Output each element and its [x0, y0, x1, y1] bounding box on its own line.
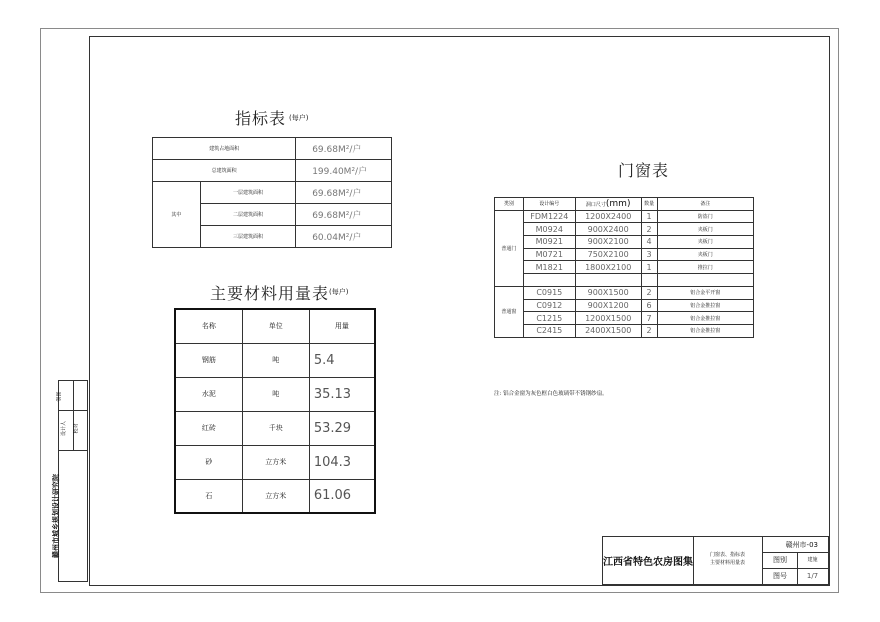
index-group-label: 其中: [153, 182, 201, 248]
index-value: 60.04M²/户: [296, 226, 392, 248]
code-cell: FDM1224: [523, 210, 575, 223]
table-row: [495, 210, 754, 223]
size-cell: 1200X1500: [575, 312, 641, 325]
remark-cell: [657, 274, 753, 287]
material-unit: 吨: [242, 377, 309, 411]
column-header: 名称: [175, 309, 242, 343]
remark-cell: 夹板门: [657, 236, 753, 249]
remark-cell: 铝合金推拉窗: [657, 299, 753, 312]
table-row: [495, 248, 754, 261]
door-window-table: [494, 197, 754, 338]
material-name: 红砖: [175, 411, 242, 445]
sidebar-label-a: 制图: [56, 391, 63, 402]
category-cell: 普通门: [495, 210, 524, 286]
remark-cell: 夹板门: [657, 248, 753, 261]
table-row: [495, 261, 754, 274]
index-value: 69.68M²/户: [296, 182, 392, 204]
table-row: [153, 182, 392, 204]
index-value: 69.68M²/户: [296, 204, 392, 226]
remark-cell: 夹板门: [657, 223, 753, 236]
category-value: 建施: [807, 557, 818, 563]
index-sub-label: 三层建筑面积: [200, 226, 295, 248]
table-row: [175, 343, 375, 377]
material-unit: 立方米: [242, 479, 309, 513]
remark-cell: 铝合金推拉窗: [657, 324, 753, 337]
count-cell: 4: [641, 236, 657, 249]
index-table-title: 指标表: [235, 109, 287, 128]
size-cell: [575, 274, 641, 287]
index-sub-label: 一层建筑面积: [200, 182, 295, 204]
materials-table: [174, 308, 376, 514]
code-cell: M0921: [523, 236, 575, 249]
code-cell: M0924: [523, 223, 575, 236]
column-header: 备注: [657, 198, 753, 211]
code-cell: M1821: [523, 261, 575, 274]
material-name: 水泥: [175, 377, 242, 411]
category-label: 图别: [763, 553, 798, 568]
drawing-name-line-2: 主要材料用量表: [709, 560, 745, 566]
title-block: [602, 536, 829, 585]
code-cell: C0912: [523, 299, 575, 312]
material-unit: 千块: [242, 411, 309, 445]
table-row: [495, 312, 754, 325]
sidebar-cell-org: [52, 451, 87, 581]
count-cell: 7: [641, 312, 657, 325]
code-cell: C0915: [523, 286, 575, 299]
atlas-name: 江西省特色农房图集: [603, 537, 694, 584]
table-row: [153, 138, 392, 160]
column-header: 用量: [309, 309, 375, 343]
table-row: [175, 377, 375, 411]
table-row: [495, 324, 754, 337]
index-label: 建筑占地面积: [153, 138, 296, 160]
sidebar-label-c: 校对: [73, 423, 80, 434]
table-row: [175, 445, 375, 479]
index-value: 69.68M²/户: [296, 138, 392, 160]
number-label: 图号: [763, 569, 798, 584]
count-cell: 6: [641, 299, 657, 312]
size-cell: 2400X1500: [575, 324, 641, 337]
table-row: [495, 299, 754, 312]
size-cell: 1200X2400: [575, 210, 641, 223]
remark-cell: 推拉门: [657, 261, 753, 274]
table-row: [153, 160, 392, 182]
table-row: [495, 236, 754, 249]
number-row: [763, 569, 828, 584]
door-window-table-title: 门窗表: [618, 161, 670, 180]
material-qty: 61.06: [309, 479, 375, 513]
column-header: 数量: [641, 198, 657, 211]
material-unit: 吨: [242, 343, 309, 377]
count-cell: [641, 274, 657, 287]
table-row: [175, 411, 375, 445]
sidebar-org-name: 赣州市城乡规划设计研究院: [52, 474, 60, 558]
drawing-name-cell: [693, 537, 763, 584]
materials-table-unit: (每户): [329, 288, 349, 296]
material-name: 石: [175, 479, 242, 513]
size-cell: 900X1200: [575, 299, 641, 312]
count-cell: 2: [641, 324, 657, 337]
remark-cell: 铝合金推拉窗: [657, 312, 753, 325]
column-header: [575, 198, 641, 211]
size-cell: 900X2100: [575, 236, 641, 249]
code-cell: C2415: [523, 324, 575, 337]
series-code: 赣州市-03: [763, 537, 828, 553]
table-header-row: [175, 309, 375, 343]
category-row: [763, 553, 828, 569]
table-row: [495, 274, 754, 287]
material-name: 钢筋: [175, 343, 242, 377]
material-qty: 53.29: [309, 411, 375, 445]
size-unit: (mm): [605, 198, 631, 209]
count-cell: 2: [641, 223, 657, 236]
size-cell: 900X2400: [575, 223, 641, 236]
materials-table-title: 主要材料用量表: [210, 284, 330, 303]
count-cell: 3: [641, 248, 657, 261]
column-header: 单位: [242, 309, 309, 343]
code-cell: M0721: [523, 248, 575, 261]
material-unit: 立方米: [242, 445, 309, 479]
sidebar-signature-strip: [52, 380, 88, 582]
index-table-unit: (每户): [289, 114, 309, 122]
column-header: 类别: [495, 198, 524, 211]
material-qty: 104.3: [309, 445, 375, 479]
index-sub-label: 二层建筑面积: [200, 204, 295, 226]
count-cell: 1: [641, 210, 657, 223]
material-qty: 5.4: [309, 343, 375, 377]
table-header-row: [495, 198, 754, 211]
size-cell: 900X1500: [575, 286, 641, 299]
code-cell: C1215: [523, 312, 575, 325]
sidebar-label-b: 设计人: [61, 420, 68, 437]
table-row: [175, 479, 375, 513]
drawing-name-line-1: 门窗表、指标表: [709, 552, 745, 558]
category-cell: 普通窗: [495, 286, 524, 337]
number-value: 1/7: [806, 572, 819, 580]
size-cell: 1800X2100: [575, 261, 641, 274]
index-table: [152, 137, 392, 248]
table-row: [495, 223, 754, 236]
column-header: 设计编号: [523, 198, 575, 211]
sidebar-cell-mid: [59, 411, 87, 451]
remark-cell: 铝合金平开窗: [657, 286, 753, 299]
count-cell: 2: [641, 286, 657, 299]
index-value: 199.40M²/户: [296, 160, 392, 182]
count-cell: 1: [641, 261, 657, 274]
index-label: 总建筑面积: [153, 160, 296, 182]
size-header: 洞口尺寸: [585, 201, 606, 208]
material-qty: 35.13: [309, 377, 375, 411]
material-name: 砂: [175, 445, 242, 479]
code-cell: [523, 274, 575, 287]
door-window-note: 注: 铝合金窗为灰色框白色玻璃带不锈钢纱扇。: [494, 391, 608, 397]
sidebar-cell-top: [56, 381, 87, 411]
size-cell: 750X2100: [575, 248, 641, 261]
remark-cell: 防盗门: [657, 210, 753, 223]
table-row: [495, 286, 754, 299]
